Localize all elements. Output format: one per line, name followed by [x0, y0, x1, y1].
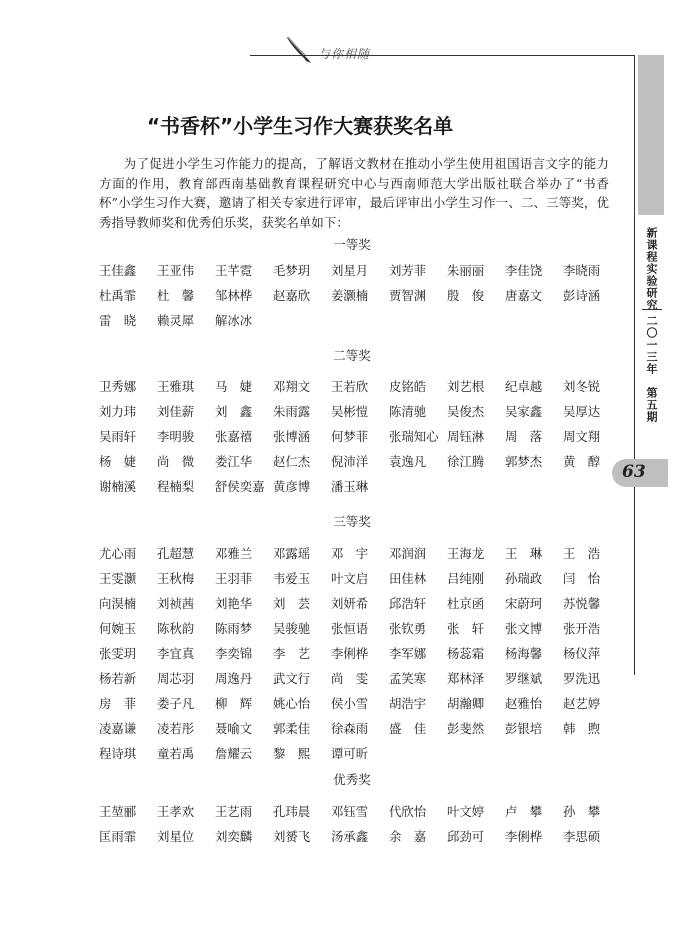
winner-name: 陈清驰	[389, 404, 427, 419]
winner-name: 李明骏	[157, 429, 195, 444]
winner-name: 彭斐然	[447, 721, 485, 736]
winner-name: 邱浩轩	[389, 596, 427, 611]
winner-name: 吴俊杰	[447, 404, 485, 419]
winner-name: 邓 宇	[331, 546, 369, 561]
winner-name: 向淏楠	[99, 596, 137, 611]
winner-name: 孟笑寒	[389, 671, 427, 686]
winner-name: 孔超慧	[157, 546, 195, 561]
winner-name: 邓钰雪	[331, 804, 369, 819]
winner-name: 邹林桦	[215, 288, 253, 303]
header-title: 与你相随	[318, 47, 371, 61]
winner-name: 赖灵犀	[157, 313, 195, 328]
winner-name: 闫 怡	[563, 571, 601, 586]
winner-name: 赵雅怡	[505, 696, 543, 711]
winner-name: 赵嘉欣	[273, 288, 311, 303]
winner-name: 叶文启	[331, 571, 369, 586]
winner-name: 聂喻文	[215, 721, 253, 736]
winner-name: 杨若新	[99, 671, 137, 686]
winner-name: 杨 婕	[99, 454, 137, 469]
winner-name: 房 菲	[99, 696, 137, 711]
excellent-prize-heading: 优秀奖	[333, 772, 371, 787]
winner-name: 张恒语	[331, 621, 369, 636]
winner-name: 孙瑞政	[505, 571, 543, 586]
winner-name: 王雯灏	[99, 571, 137, 586]
brush-icon	[282, 32, 316, 66]
winner-name: 倪沛洋	[331, 454, 369, 469]
winner-name: 尚 雯	[331, 671, 369, 686]
winner-name: 李 艺	[273, 646, 311, 661]
page-title: “书香杯”小学生习作大赛获奖名单	[146, 114, 454, 138]
winner-name: 马 婕	[215, 379, 253, 394]
issue-label: 二〇一三年 第五期	[645, 315, 658, 423]
winner-name: 舒侯奕嘉	[215, 479, 265, 494]
winner-name: 刘祯茜	[157, 596, 195, 611]
winner-name: 胡浩宇	[389, 696, 427, 711]
winner-name: 郑林泽	[447, 671, 485, 686]
winner-name: 刘力玮	[99, 404, 137, 419]
winner-name: 张文博	[505, 621, 543, 636]
journal-name: 新课程实验研究	[645, 227, 658, 311]
winner-name: 黄 醇	[563, 454, 601, 469]
second-prize-heading: 二等奖	[333, 348, 371, 363]
winner-name: 邓露瑶	[273, 546, 311, 561]
winner-name: 武文行	[273, 671, 311, 686]
winner-name: 吴家鑫	[505, 404, 543, 419]
winner-name: 刘妍希	[331, 596, 369, 611]
winner-name: 黄彦博	[273, 479, 311, 494]
winner-name: 刘 鑫	[215, 404, 253, 419]
winner-name: 刘星月	[331, 263, 369, 278]
winner-name: 张瑞知心	[389, 429, 439, 444]
winner-name: 邱劲可	[447, 829, 485, 844]
winner-name: 谢楠溪	[99, 479, 137, 494]
winner-name: 邓润润	[389, 546, 427, 561]
winner-name: 刘冬锐	[563, 379, 601, 394]
winner-name: 韩 煦	[563, 721, 601, 736]
third-prize-heading: 三等奖	[333, 514, 371, 529]
winner-name: 余 嘉	[389, 829, 427, 844]
winner-name: 周芯羽	[157, 671, 195, 686]
winner-name: 周 落	[505, 429, 543, 444]
winner-name: 田佳林	[389, 571, 427, 586]
winner-name: 雷 晓	[99, 313, 137, 328]
winner-name: 卢 攀	[505, 804, 543, 819]
winner-name: 娄江华	[215, 454, 253, 469]
winner-name: 詹耀云	[215, 746, 253, 761]
winner-name: 赵艺婷	[563, 696, 601, 711]
winner-name: 刘艳华	[215, 596, 253, 611]
winner-name: 罗继斌	[505, 671, 543, 686]
winner-name: 代欣怡	[389, 804, 427, 819]
third-prize-list	[99, 544, 621, 769]
winner-name: 张 轩	[447, 621, 485, 636]
winner-name: 盛 佳	[389, 721, 427, 736]
winner-name: 郭梦杰	[505, 454, 543, 469]
winner-name: 王佳鑫	[99, 263, 137, 278]
winner-name: 周文翔	[563, 429, 601, 444]
winner-name: 殷 俊	[447, 288, 485, 303]
winner-name: 匡雨霏	[99, 829, 137, 844]
winner-name: 尚 微	[157, 454, 195, 469]
winner-name: 何婉玉	[99, 621, 137, 636]
winner-name: 李晓雨	[563, 263, 601, 278]
winner-name: 吕纯刚	[447, 571, 485, 586]
winner-name: 柳 辉	[215, 696, 253, 711]
winner-name: 谭可昕	[331, 746, 369, 761]
winner-name: 毛梦玥	[273, 263, 311, 278]
winner-name: 尤心雨	[99, 546, 137, 561]
winner-name: 李俐桦	[331, 646, 369, 661]
winner-name: 王羽菲	[215, 571, 253, 586]
winner-name: 黎 熙	[273, 746, 311, 761]
winner-name: 王亚伟	[157, 263, 195, 278]
winner-name: 杜禹霏	[99, 288, 137, 303]
winner-name: 侯小雪	[331, 696, 369, 711]
winner-name: 娄子凡	[157, 696, 195, 711]
winner-name: 潘玉琳	[331, 479, 369, 494]
winner-name: 陈雨梦	[215, 621, 253, 636]
winner-name: 邓翔文	[273, 379, 311, 394]
winner-name: 陈秋韵	[157, 621, 195, 636]
intro-paragraph: 为了促进小学生习作能力的提高，了解语文教材在推动小学生使用祖国语言文字的能力方面的作用，教育部西南基础教育课程研究中心与西南师范大学出版社联合举办了“书香杯”小学生习作大赛，邀请了相关专家进行评审，最后评审出小学生习作一、二、三等奖，优秀指导教师奖和优秀伯乐奖，获奖名单如下：	[99, 156, 609, 230]
winner-name: 杨蕊霜	[447, 646, 485, 661]
winner-name: 张钦勇	[389, 621, 427, 636]
winner-name: 李军娜	[389, 646, 427, 661]
winner-name: 程诗琪	[99, 746, 137, 761]
side-divider	[642, 309, 662, 310]
winner-name: 孔玮晨	[273, 804, 311, 819]
winner-name: 李思硕	[563, 829, 601, 844]
winner-name: 汤承鑫	[331, 829, 369, 844]
winner-name: 李奕锦	[215, 646, 253, 661]
winner-name: 贾智渊	[389, 288, 427, 303]
winner-name: 袁逸凡	[389, 454, 427, 469]
winner-name: 何梦菲	[331, 429, 369, 444]
winner-name: 王 琳	[505, 546, 543, 561]
winner-name: 张雯玥	[99, 646, 137, 661]
winner-name: 张开浩	[563, 621, 601, 636]
winner-name: 徐江腾	[447, 454, 485, 469]
first-prize-heading: 一等奖	[333, 237, 371, 252]
winner-name: 彭银培	[505, 721, 543, 736]
winner-name: 李俐桦	[505, 829, 543, 844]
winner-name: 王若欣	[331, 379, 369, 394]
winner-name: 李佳饶	[505, 263, 543, 278]
winner-name: 赵仁杰	[273, 454, 311, 469]
winner-name: 朱雨露	[273, 404, 311, 419]
winner-name: 凌嘉谦	[99, 721, 137, 736]
winner-name: 刘 芸	[273, 596, 311, 611]
winner-name: 张嘉禧	[215, 429, 253, 444]
winner-name: 解冰冰	[215, 313, 253, 328]
winner-name: 张博涵	[273, 429, 311, 444]
winner-name: 刘星位	[157, 829, 195, 844]
winner-name: 罗洗迅	[563, 671, 601, 686]
header-rule	[250, 55, 635, 56]
winner-name: 孙 攀	[563, 804, 601, 819]
first-prize-list	[99, 261, 621, 336]
winner-name: 童若禹	[157, 746, 195, 761]
winner-name: 周钰淋	[447, 429, 485, 444]
page-number: 63	[622, 462, 646, 482]
excellent-prize-list	[99, 802, 621, 852]
winner-name: 胡瀚卿	[447, 696, 485, 711]
winner-name: 王海龙	[447, 546, 485, 561]
winner-name: 姜灏楠	[331, 288, 369, 303]
winner-name: 王艺雨	[215, 804, 253, 819]
winner-name: 朱丽丽	[447, 263, 485, 278]
winner-name: 王孝欢	[157, 804, 195, 819]
winner-name: 杨海馨	[505, 646, 543, 661]
winner-name: 唐嘉文	[505, 288, 543, 303]
winner-name: 纪卓越	[505, 379, 543, 394]
winner-name: 叶文婷	[447, 804, 485, 819]
winner-name: 王芊霓	[215, 263, 253, 278]
winner-name: 李宜真	[157, 646, 195, 661]
second-prize-list	[99, 377, 621, 502]
winner-name: 杜京函	[447, 596, 485, 611]
winner-name: 刘奕麟	[215, 829, 253, 844]
winner-name: 刘佳薪	[157, 404, 195, 419]
winner-name: 姚心怡	[273, 696, 311, 711]
winner-name: 宋蔚珂	[505, 596, 543, 611]
winner-name: 杜 馨	[157, 288, 195, 303]
winner-name: 吴彬愷	[331, 404, 369, 419]
winner-name: 刘芳菲	[389, 263, 427, 278]
winner-name: 邓雅兰	[215, 546, 253, 561]
winner-name: 吴骏驰	[273, 621, 311, 636]
winner-name: 皮铭皓	[389, 379, 427, 394]
winner-name: 彭诗涵	[563, 288, 601, 303]
winner-name: 吴厚达	[563, 404, 601, 419]
winner-name: 程楠梨	[157, 479, 195, 494]
winner-name: 刘艺根	[447, 379, 485, 394]
winner-name: 吴雨轩	[99, 429, 137, 444]
winner-name: 王秋梅	[157, 571, 195, 586]
winner-name: 徐森雨	[331, 721, 369, 736]
winner-name: 郭柔佳	[273, 721, 311, 736]
winner-name: 杨仪萍	[563, 646, 601, 661]
winner-name: 王堃郦	[99, 804, 137, 819]
winner-name: 刘赟飞	[273, 829, 311, 844]
winner-name: 苏悦馨	[563, 596, 601, 611]
winner-name: 周逸丹	[215, 671, 253, 686]
winner-name: 凌若彤	[157, 721, 195, 736]
winner-name: 韦爱玉	[273, 571, 311, 586]
header-vertical-rule	[634, 55, 635, 675]
winner-name: 王雅琪	[157, 379, 195, 394]
winner-name: 王 浩	[563, 546, 601, 561]
winner-name: 卫秀娜	[99, 379, 137, 394]
